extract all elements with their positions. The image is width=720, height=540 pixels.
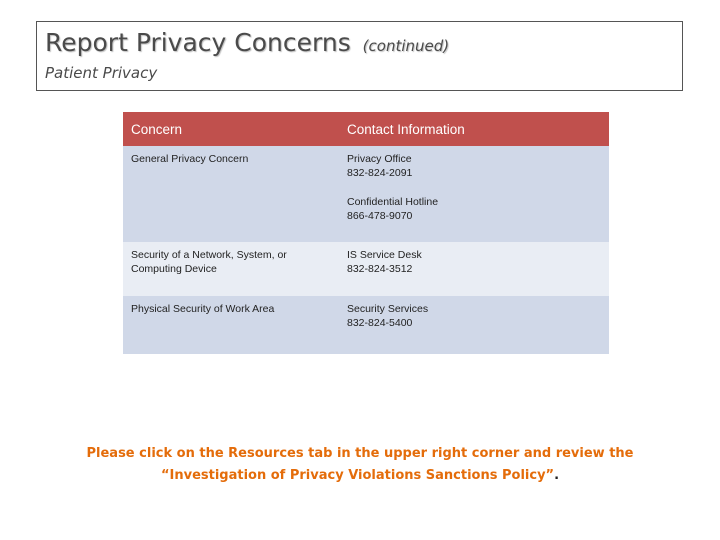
concern-cell xyxy=(123,296,339,354)
notice-line-2 xyxy=(30,465,690,487)
contact-phone: 832-824-3512 xyxy=(347,263,413,275)
page-subtitle: Patient Privacy xyxy=(45,64,158,82)
concern-text: General Privacy Concern xyxy=(131,153,249,165)
contact-name: Security Services xyxy=(347,303,429,315)
contact-cell xyxy=(339,296,609,354)
concern-text-line: Security of a Network, System, or xyxy=(131,249,287,261)
resources-notice xyxy=(30,443,690,487)
concern-cell xyxy=(123,146,339,242)
concern-cell xyxy=(123,242,339,296)
policy-name: “Investigation of Privacy Violations Sanctions Policy” xyxy=(160,468,555,483)
contact-cell xyxy=(339,242,609,296)
contact-phone: 866-478-9070 xyxy=(347,210,413,222)
contact-name: IS Service Desk xyxy=(347,249,422,261)
column-header-concern: Concern xyxy=(123,112,339,146)
page-title-suffix: (continued) xyxy=(362,37,450,55)
page-title xyxy=(45,28,449,57)
contact-phone: 832-824-5400 xyxy=(347,317,413,329)
page-title-text: Report Privacy Concerns xyxy=(45,28,351,57)
notice-period: . xyxy=(554,468,560,483)
concern-text: Physical Security of Work Area xyxy=(131,303,275,315)
contact-cell xyxy=(339,146,609,242)
table-row xyxy=(123,242,609,296)
notice-line-1: Please click on the Resources tab in the upper right corner and review the xyxy=(86,446,634,461)
privacy-contacts-table xyxy=(123,112,609,354)
title-box xyxy=(36,21,683,91)
contact-phone: 832-824-2091 xyxy=(347,167,413,179)
table-row xyxy=(123,296,609,354)
concern-text-line: Computing Device xyxy=(131,263,217,275)
contact-name: Privacy Office xyxy=(347,153,412,165)
table-header-row xyxy=(123,112,609,146)
column-header-contact: Contact Information xyxy=(339,112,609,146)
table-row xyxy=(123,146,609,242)
contact-name: Confidential Hotline xyxy=(347,196,439,208)
contact-gap xyxy=(347,180,601,195)
